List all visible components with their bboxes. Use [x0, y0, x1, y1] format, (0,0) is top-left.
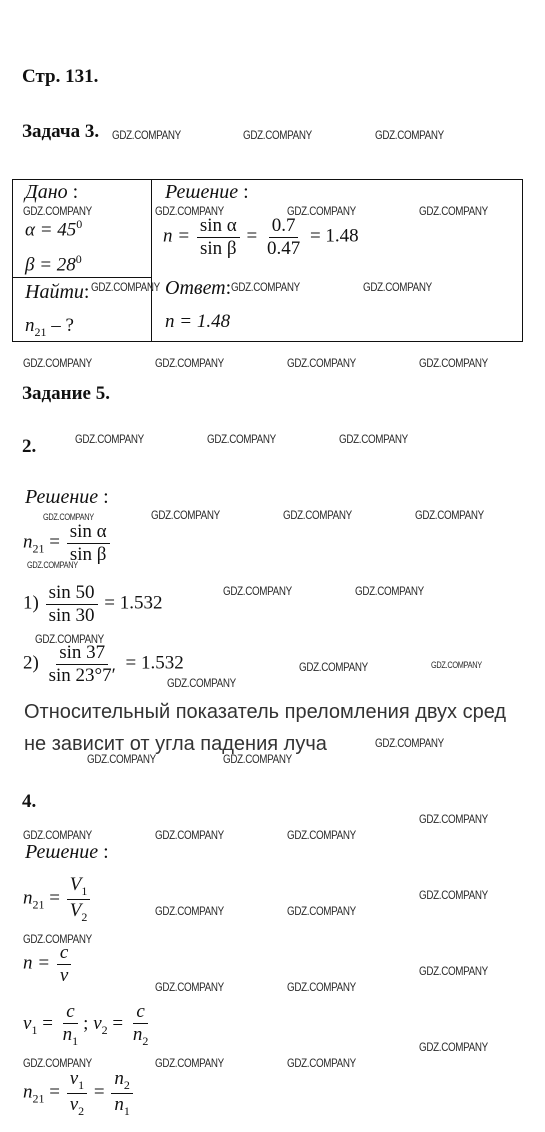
watermark-text: GDZ.COMPANY: [23, 204, 92, 218]
watermark-text: GDZ.COMPANY: [287, 980, 356, 994]
solution-label: Решение :: [165, 181, 249, 203]
watermark-text: GDZ.COMPANY: [375, 128, 444, 142]
watermark-text: GDZ.COMPANY: [419, 964, 488, 978]
watermark-text: GDZ.COMPANY: [223, 584, 292, 598]
watermark-text: GDZ.COMPANY: [23, 1056, 92, 1070]
watermark-text: GDZ.COMPANY: [112, 128, 181, 142]
q4-f3-fraction2: $\frac{c}{n_2}$: [132, 1001, 149, 1048]
watermark-text: GDZ.COMPANY: [23, 828, 92, 842]
watermark-text: GDZ.COMPANY: [43, 512, 94, 522]
watermark-text: GDZ.COMPANY: [35, 632, 104, 646]
watermark-text: GDZ.COMPANY: [87, 752, 156, 766]
q4-f2-fraction: $\frac{c}{v}$: [57, 942, 71, 987]
q2-conclusion-line1: Относительный показатель преломления двух сред: [24, 701, 507, 723]
watermark-text: GDZ.COMPANY: [419, 812, 488, 826]
watermark-text: GDZ.COMPANY: [207, 432, 276, 446]
table-divider-horizontal: [13, 277, 151, 278]
watermark-text: GDZ.COMPANY: [23, 356, 92, 370]
watermark-text: GDZ.COMPANY: [155, 204, 224, 218]
given-alpha: $\alpha = 45^0$: [25, 217, 83, 241]
answer-value: n = 1.48: [165, 311, 231, 332]
watermark-text: GDZ.COMPANY: [375, 736, 444, 750]
q2-solution-label: Решение :: [25, 486, 109, 508]
value-fraction: $\frac{0.7}{0.47}$: [266, 215, 301, 259]
given-label: Дано :: [25, 181, 79, 203]
watermark-text: GDZ.COMPANY: [339, 432, 408, 446]
watermark-text: GDZ.COMPANY: [155, 828, 224, 842]
q4-number: 4.: [22, 791, 37, 812]
watermark-text: GDZ.COMPANY: [283, 508, 352, 522]
page-title: Стр. 131.: [22, 66, 99, 87]
q2-conclusion-line2: не зависит от угла падения луча: [24, 733, 327, 755]
q4-formula2: n = $\frac{c}{v}$: [23, 942, 73, 987]
watermark-text: GDZ.COMPANY: [419, 204, 488, 218]
watermark-text: GDZ.COMPANY: [151, 508, 220, 522]
watermark-text: GDZ.COMPANY: [155, 356, 224, 370]
watermark-text: GDZ.COMPANY: [363, 280, 432, 294]
watermark-text: GDZ.COMPANY: [419, 888, 488, 902]
q2-line2: 2) $\frac{\sin 37}{\sin 23^\circ 7'}$ = 1.532: [23, 642, 184, 686]
q4-formula4: $n_{21}$ = $\frac{v_1}{v_2}$ = $\frac{n_2}{n_1}$: [23, 1068, 135, 1118]
q2-ratio: $\frac{\text{sin α}}{\text{sin β}}$: [67, 521, 110, 566]
solution-formula: n = $\frac{\text{sin α}}{\text{sin β}}$ = $\frac{0.7}{0.47}$ = 1.48: [163, 215, 359, 259]
page-title-text: Стр. 131: [22, 66, 94, 87]
q4-solution-label: Решение :: [25, 841, 109, 863]
q4-f3-fraction1: $\frac{c}{n_1}$: [62, 1001, 79, 1048]
q2-line2-fraction: $\frac{\sin 37}{\sin 23^\circ 7'}$: [48, 642, 116, 686]
watermark-text: GDZ.COMPANY: [287, 1056, 356, 1070]
watermark-text: GDZ.COMPANY: [243, 128, 312, 142]
watermark-text: GDZ.COMPANY: [299, 660, 368, 674]
q4-formula1: $n_{21}$ = $\frac{V_1}{V_2}$: [23, 874, 92, 924]
watermark-text: GDZ.COMPANY: [23, 932, 92, 946]
watermark-text: GDZ.COMPANY: [27, 560, 78, 570]
task3-heading: Задача 3.: [22, 121, 100, 142]
watermark-text: GDZ.COMPANY: [287, 904, 356, 918]
watermark-text: GDZ.COMPANY: [355, 584, 424, 598]
q4-f4-fraction1: $\frac{v_1}{v_2}$: [67, 1068, 87, 1118]
q4-f1-fraction: $\frac{V_1}{V_2}$: [67, 874, 91, 924]
q4-formula3: $v_1$ = $\frac{c}{n_1}$ ; $v_2$ = $\frac{c}{n_2}$: [23, 1001, 153, 1048]
watermark-text: GDZ.COMPANY: [167, 676, 236, 690]
table-divider-vertical: [151, 180, 152, 341]
q2-formula: $n_{21}$ = $\frac{\text{sin α}}{\text{sin β}}$: [23, 521, 112, 566]
q2-line1: 1) $\frac{\sin 50}{\sin 30}$ = 1.532: [23, 582, 163, 626]
watermark-text: GDZ.COMPANY: [155, 1056, 224, 1070]
answer-label: Ответ:: [165, 277, 232, 299]
watermark-text: GDZ.COMPANY: [415, 508, 484, 522]
q2-line1-fraction: $\frac{\sin 50}{\sin 30}$: [46, 582, 98, 627]
formula-fraction: $\frac{\text{sin α}}{\text{sin β}}$: [197, 215, 240, 260]
q2-number: 2.: [22, 436, 37, 457]
watermark-text: GDZ.COMPANY: [287, 204, 356, 218]
watermark-text: GDZ.COMPANY: [75, 432, 144, 446]
watermark-text: GDZ.COMPANY: [287, 828, 356, 842]
watermark-text: GDZ.COMPANY: [419, 1040, 488, 1054]
watermark-text: GDZ.COMPANY: [155, 980, 224, 994]
watermark-text: GDZ.COMPANY: [231, 280, 300, 294]
exercise5-heading: Задание 5.: [22, 383, 110, 404]
q4-f4-fraction2: $\frac{n_2}{n_1}$: [111, 1068, 133, 1118]
given-beta: $\beta = 28^0$: [25, 252, 82, 276]
find-label: Найти:: [25, 281, 90, 303]
watermark-text: GDZ.COMPANY: [419, 356, 488, 370]
watermark-text: GDZ.COMPANY: [223, 752, 292, 766]
watermark-text: GDZ.COMPANY: [431, 660, 482, 670]
watermark-text: GDZ.COMPANY: [155, 904, 224, 918]
watermark-text: GDZ.COMPANY: [91, 280, 160, 294]
watermark-text: GDZ.COMPANY: [287, 356, 356, 370]
find-var: $n_{21}$ – ?: [25, 315, 74, 339]
